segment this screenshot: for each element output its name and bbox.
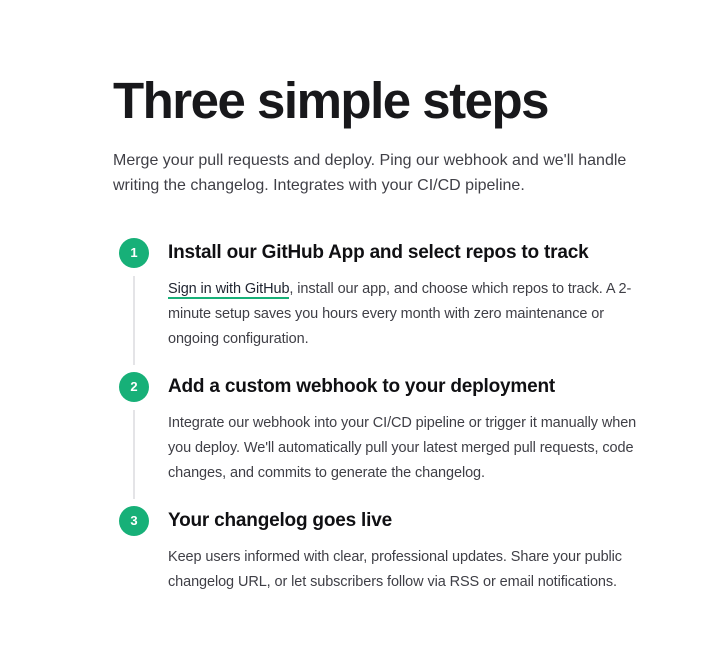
step-1-number-badge: 1 bbox=[119, 238, 149, 268]
page-title: Three simple steps bbox=[113, 72, 549, 129]
step-2-number-badge: 2 bbox=[119, 372, 149, 402]
step-3-heading: Your changelog goes live bbox=[168, 509, 392, 531]
step-1-description-text: , install our app, and choose which repos to track. A 2-minute setup saves you hours every month with zero maintenance or ongoing configuration. bbox=[168, 280, 632, 347]
step-2-heading: Add a custom webhook to your deployment bbox=[168, 375, 556, 397]
step-1-content bbox=[168, 238, 647, 352]
step-item-1 bbox=[119, 238, 647, 352]
step-3-number-badge: 3 bbox=[119, 506, 149, 536]
section-subtitle: Merge your pull requests and deploy. Ping our webhook and we'll handle writing the changelog. Integrates with your CI/CD pipeline. bbox=[113, 151, 627, 194]
step-3-content bbox=[168, 506, 647, 595]
step-connector-line bbox=[133, 410, 135, 499]
sign-in-github-link[interactable]: Sign in with GitHub bbox=[168, 280, 290, 297]
step-2-content bbox=[168, 372, 647, 486]
step-item-3 bbox=[119, 506, 647, 595]
steps-list bbox=[113, 238, 647, 595]
step-3-description: Keep users informed with clear, professional updates. Share your public changelog URL, or let subscribers follow via RSS or email notifications. bbox=[168, 548, 622, 590]
step-item-2 bbox=[119, 372, 647, 486]
step-2-description: Integrate our webhook into your CI/CD pipeline or trigger it manually when you deploy. We'll automatically pull your latest merged pull requests, code changes, and commits to generate the changelog. bbox=[168, 414, 637, 481]
step-1-heading: Install our GitHub App and select repos to track bbox=[168, 241, 589, 263]
step-connector-line bbox=[133, 276, 135, 365]
step-1-description bbox=[168, 277, 647, 352]
